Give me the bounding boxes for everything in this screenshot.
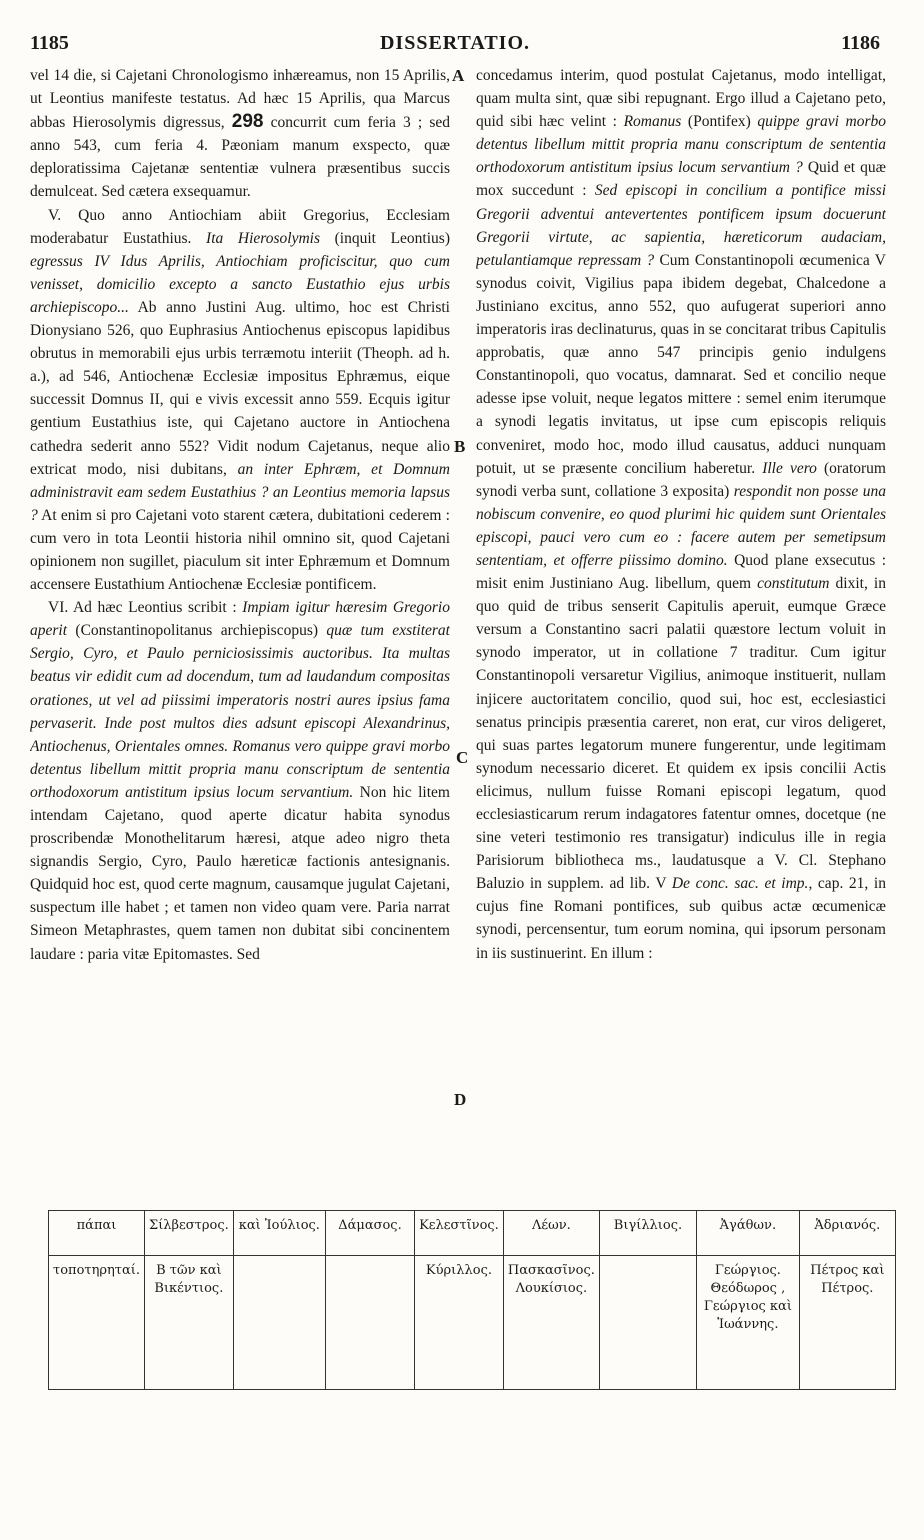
table-cell: Κύριλλος. <box>415 1256 504 1390</box>
margin-marker-d: D <box>454 1090 467 1109</box>
text-run: At enim si pro Cajetani voto starent cætera, dubitationi cederem : cum vero in tota Leontii historia nihil omnino sit, quod Cajetani opinionem non sugillet, piaculum sit inter Ephræmum et Domnum accensere Eustathium Antiochenæ Ecclesiæ pontificem. <box>30 506 450 594</box>
table-header-cell: καὶ Ἰούλιος. <box>233 1211 325 1256</box>
table-header-cell: Βιγίλλιος. <box>599 1211 696 1256</box>
text-run: Quid et quæ mox succedunt : <box>476 159 886 200</box>
paragraph <box>30 204 450 597</box>
margin-marker-a: A <box>452 66 465 85</box>
table-header-cell: Ἀγάθων. <box>697 1211 800 1256</box>
text-run: egressus IV Idus Aprilis, Antiochiam proficiscitur, quo cum venisset, domicilio excepto a sancto Eustathio ejus urbis archiepiscopo... <box>30 252 450 316</box>
text-run: quæ tum exstiterat Sergio, Cyro, et Paulo perniciosissimis auctoribus. Ita multas beatus vir edidit cum ad docendum, tum ad laudandum compositas orationes, ut vel ad piissimi imperatoris nostri aures ipsius fama pervaserit. Inde post multos dies adsunt episcopi Alexandrinus, Antiochenus, Orientales omnes. Romanus vero quippe gravi morbo detentus libellum mittit propria manu conscriptum de sententia orthodoxorum antistitum ipsius locum servantium. <box>30 622 450 801</box>
running-title: DISSERTATIO. <box>379 32 531 54</box>
paragraph <box>30 64 450 204</box>
table-header-cell: Κελεστῖνος. <box>415 1211 504 1256</box>
table-header-cell: Λέων. <box>503 1211 599 1256</box>
text-run: Ille vero <box>762 459 817 477</box>
left-column <box>30 64 450 1199</box>
text-run: quippe gravi morbo detentus libellum mittit propria manu conscriptum de sententia orthodoxorum antistitum ipsius locum servantium ? <box>476 113 886 177</box>
text-run: vel 14 die, si Cajetani Chronologismo inhæreamus, non 15 Aprilis, ut Leontius manifeste testatus. Ad hæc 15 Aprilis, qua Marcus abbas Hierosolymis digressus, <box>30 67 450 132</box>
table-cell <box>325 1256 414 1390</box>
text-run: respondit non posse una nobiscum convenire, eo quod plurimi hic quidem sunt Orientales episcopi, pauci vero cum eo : facere autem per semetipsum sententiam, et offerre piissimo domino. <box>476 482 886 569</box>
page-header <box>30 32 880 62</box>
text-run: constitutum <box>757 575 830 593</box>
text-run: Impiam igitur hæresim Gregorio aperit <box>30 599 450 640</box>
table-cell: Β τῶν καὶ Βικέντιος. <box>145 1256 234 1390</box>
text-run: concedamus interim, quod postulat Cajetanus, modo intelligat, quam multa sint, quæ sibi repugnant. Ergo illud a Cajetano peto, quid sibi hæc velint : <box>476 67 886 131</box>
text-run: Sed episcopi in concilium a pontifice missi Gregorii adventui antevertentes pontificem ipsum docuerunt Gregorii virtute, ac sapientia, hæreticorum audaciam, petulantiamque repressam ? <box>476 182 886 269</box>
page-number-right: 1186 <box>841 32 880 54</box>
table-cell <box>233 1256 325 1390</box>
table-header-cell: Ἀδριανός. <box>799 1211 895 1256</box>
margin-marker-c: C <box>456 748 469 767</box>
table-cell: Γεώργιος. Θεόδωρος , Γεώργιος καὶ Ἰωάννης. <box>697 1256 800 1390</box>
table-header-row <box>49 1211 896 1256</box>
table-cell: τοποτηρηταί. <box>49 1256 145 1390</box>
text-run: an inter Ephræm, et Domnum administravit eam sedem Eustathius ? an Leontius memoria lapsus ? <box>30 460 450 524</box>
text-run: Ab anno Justini Aug. ultimo, hoc est Christi Dionysiano 526, quo Euphrasius Antiochenus episcopus lapidibus obrutus in memorabili ejus urbis terræmotu interiit (Theoph. ad h. a.), ad 546, Antiochenæ Ecclesiæ impositus Ephræmus, eique successit Domnus II, qui e vivis excessit anno 559. Ecquis igitur gentium Eustathius iste, qui Cajetano auctore in Antiochena cathedra sederit anno 552? Vidit nodum Cajetanus, neque alio extricat modo, nisi dubitans, <box>30 298 450 478</box>
text-run: (oratorum synodi verba sunt, collatione 3 exposita) <box>476 459 886 500</box>
right-column <box>476 64 886 1199</box>
table-cell: Πέτρος καὶ Πέτρος. <box>799 1256 895 1390</box>
text-run: 298 <box>231 111 264 133</box>
paragraph <box>30 596 450 966</box>
table-header-cell: πάπαι <box>49 1211 145 1256</box>
text-run: concurrit cum feria 3 ; sed anno 543, cum feria 4. Pæoniam manum exspecto, quæ deploratissima Cajetanæ sententiæ vulnera præsentibus succis demulceat. Sed cætera exsequamur. <box>30 114 450 201</box>
text-run: dixit, in quo quid de tribus senserit Capitulis aperuit, eumque Græce versum a Constantino sacri palatii quæstore lectum voluit in synodo imperator, ut in collatione 7 traditur. Cum igitur Constantinopoli versaretur Vigilius, animoque instituerit, nullam injicere auctoritatem concilio, quod sui, hoc est, ecclesiastici senatus principis præsentia careret, non erat, cur viros deligeret, qui suas partes legatorum munere fungerentur, unde legitimam synodum necessario diceret. Et quidem ex ipsis concilii Actis elicimus, nullum fuisse Romani episcopi legatum, quod ecclesiasticarum rerum indagatores fatentur omnes, docetque (ne sine veteri testimonio res transigatur) indiculus ille in regia Parisiorum bibliotheca ms., laudatusque a V. Cl. Stephano Baluzio in supplem. ad lib. V <box>476 575 886 893</box>
text-run: Romanus <box>623 113 682 131</box>
text-run: , cap. 21, in cujus fine Romani pontifices, sub quibus actæ œcumenicæ synodi, percensentur, tum eorum nomina, qui ipsorum personam in iis sustinuerint. En illum : <box>476 875 886 962</box>
papal-legates-table <box>48 1210 896 1390</box>
text-run: De conc. sac. et imp. <box>671 875 809 893</box>
text-run: VI. Ad hæc Leontius scribit : <box>48 599 243 617</box>
text-run: Cum Constantinopoli œcumenica V synodus coivit, Vigilius papa ibidem degebat, Chalcedone a Justiniano excitus, anno 552, quo aufugerat superiori anno imperatoris iras declinaturus, quas in se concitarat tribus Capitulis approbatis, quæ anno 547 principis genio indulgens Constantinopoli, quo vocatus, damnarat. Sed et concilio neque adesse ipse voluit, neque legatos mittere : semel enim iterumque a synodi legatis invitatus, ut ipse cum episcopis reliquis conveniret, modo hoc, modo illud causatus, adduci nunquam potuit, ut se præsente concilium haberetur. <box>476 251 886 477</box>
text-run: (Pontifex) <box>681 113 758 131</box>
margin-marker-b: B <box>454 437 466 456</box>
text-run: Quod plane exsecutus : misit enim Justiniano Aug. libellum, quem <box>476 551 886 593</box>
text-run: (inquit Leontius) <box>319 229 450 247</box>
text-run: (Constantinopolitanus archiepiscopus) <box>67 622 327 640</box>
table-header-cell: Σίλβεστρος. <box>145 1211 234 1256</box>
table-header-cell: Δάμασος. <box>325 1211 414 1256</box>
text-run: Ita Hierosolymis <box>206 229 320 247</box>
page-number-left: 1185 <box>30 32 69 54</box>
table-row <box>49 1256 896 1390</box>
table-cell: Πασκασῖνος. Λουκίσιος. <box>503 1256 599 1390</box>
text-run: Non hic litem intendam Cajetano, quod aperte dicatur habita synodus proscribendæ Monothelitarum hæresi, atque adeo nigro theta signandis Sergio, Cyro, Paulo hæreticæ factionis antesignanis. Quidquid hoc est, quod certe magnum, causamque jugulat Cajetani, suspectum ille habet ; et tamen non video quam vere. Paria narrat Simeon Metaphrastes, quem tamen non dubitat sibi concinentem laudare : paria vitæ Epitomastes. Sed <box>30 783 450 963</box>
table-cell <box>599 1256 696 1390</box>
text-run: V. Quo anno Antiochiam abiit Gregorius, Ecclesiam moderabatur Eustathius. <box>30 206 450 247</box>
paragraph <box>476 64 886 965</box>
